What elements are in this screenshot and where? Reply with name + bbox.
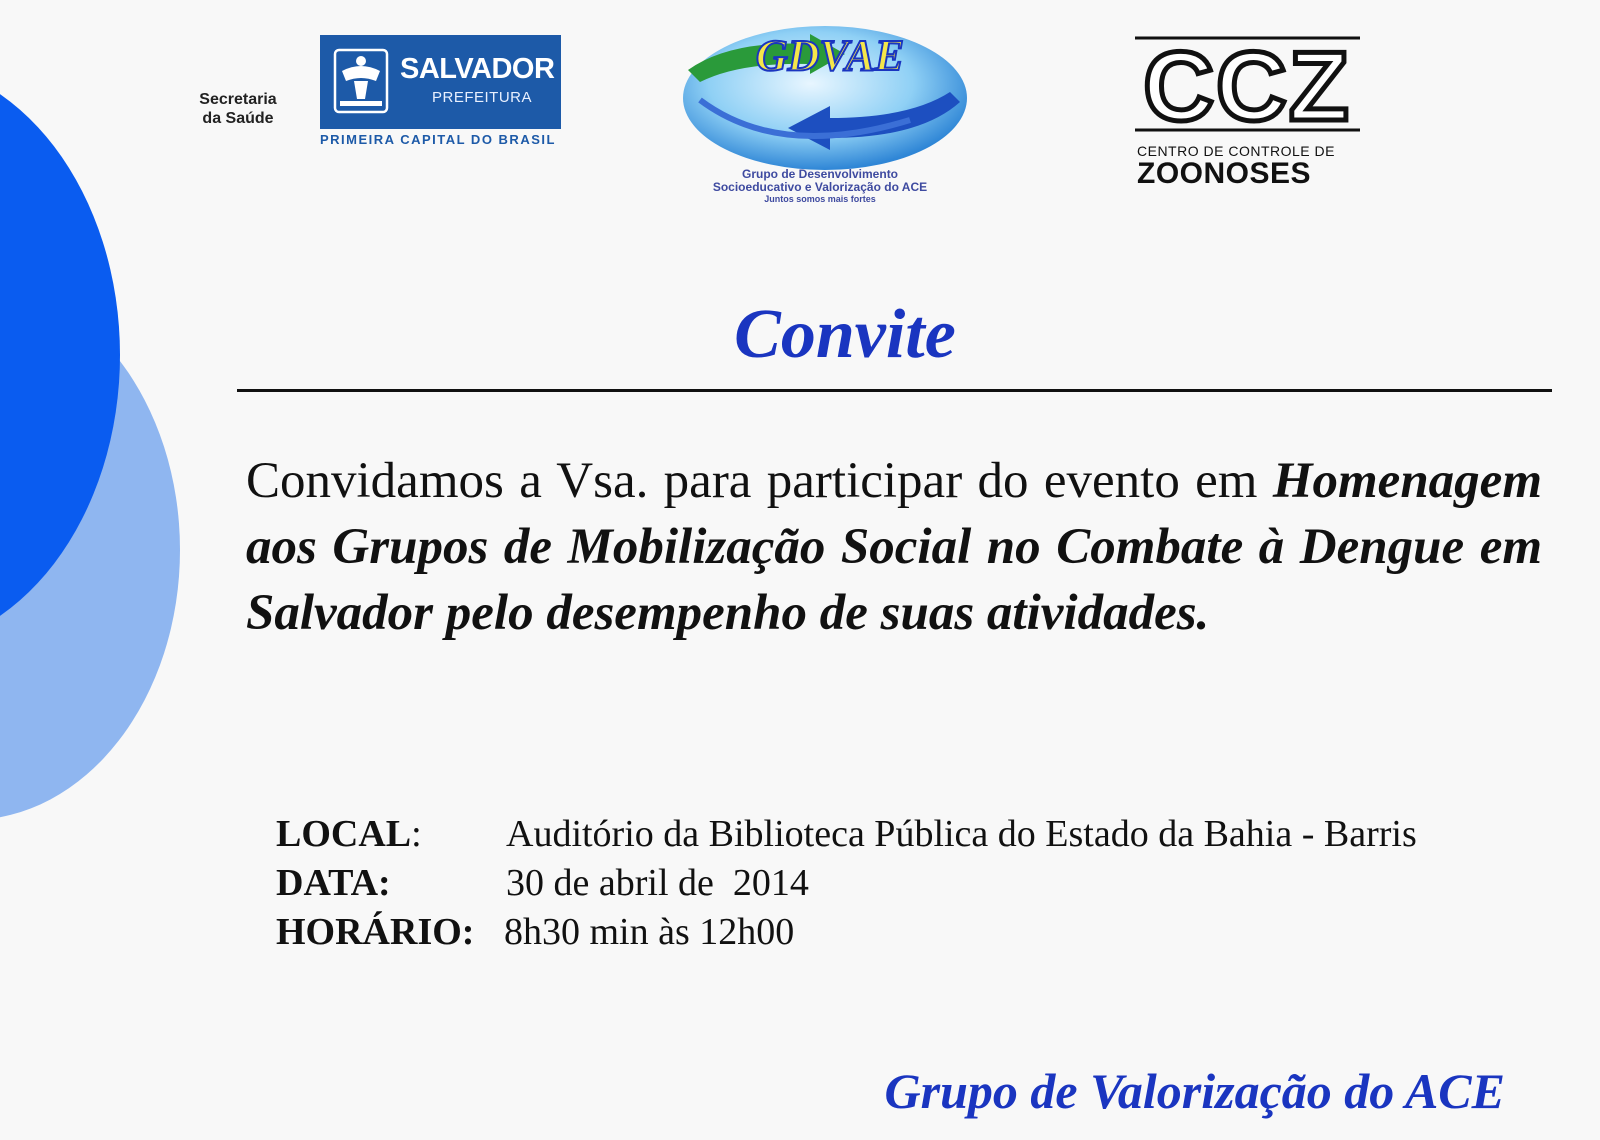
salvador-tagline: PRIMEIRA CAPITAL DO BRASIL — [320, 132, 556, 147]
secretaria-label: Secretaria da Saúde — [199, 91, 277, 127]
data-label: DATA: — [276, 862, 391, 904]
horario-label: HORÁRIO: — [276, 911, 475, 953]
gdvae-motto: Juntos somos mais fortes — [764, 194, 876, 204]
gdvae-caption: Grupo de Desenvolvimento Socioeducativo e Valorização do ACE — [712, 167, 928, 194]
local-colon: : — [411, 813, 422, 855]
footer-signature: Grupo de Valorização do ACE — [884, 1063, 1505, 1119]
gdvae-globe-logo — [660, 10, 990, 175]
invitation-lead: Convidamos a Vsa. para participar do evento em — [246, 453, 1258, 509]
data-value: 30 de abril de 2014 — [506, 862, 809, 904]
salvador-prefeitura-logo: SALVADOR PREFEITURA — [320, 35, 561, 129]
invitation-honor: Homenagem aos Grupos de Mobilização Social no Combate à Dengue em Salvador pelo desempenho de suas atividades. — [246, 453, 1542, 641]
title-divider — [237, 389, 1552, 392]
page-title: Convite — [734, 296, 956, 373]
horario-value: 8h30 min às 12h00 — [504, 911, 795, 953]
gdvae-wordmark: GDVAE — [755, 31, 905, 80]
local-value: Auditório da Biblioteca Pública do Estado da Bahia - Barris — [506, 813, 1417, 855]
ccz-wordmark: CCZ — [1143, 36, 1351, 132]
invitation-paragraph — [246, 448, 1542, 646]
salvador-crest-icon — [332, 47, 390, 115]
ccz-subtitle: CENTRO DE CONTROLE DE — [1137, 143, 1335, 159]
local-label: LOCAL — [276, 813, 412, 855]
ccz-logo-mark — [1135, 36, 1360, 132]
ccz-zoonoses: ZOONOSES — [1137, 157, 1312, 190]
